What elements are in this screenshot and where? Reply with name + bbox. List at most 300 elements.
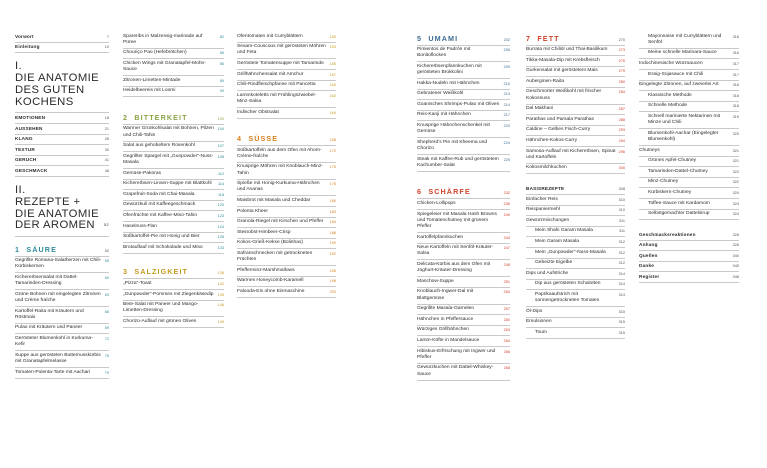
entry-title: Ofentomaten mit Curryblättern [237,33,303,39]
toc-column-4 [417,32,510,381]
recipe-entry[interactable] [417,111,510,122]
entry-title: BASISREZEPTE [526,186,565,192]
entry-page: 248 [503,262,510,267]
recipe-entry[interactable] [417,90,510,101]
recipe-entry[interactable] [417,62,510,79]
entry-title: Gebratener Weißkohl [417,91,464,97]
entry-page: 89 [219,78,224,83]
recipe-entry[interactable] [123,211,224,222]
entry-page: 82 [219,34,224,39]
entry-title: KLANG [15,136,33,142]
recipe-entry[interactable] [417,79,510,90]
entry-title: EMOTIONEN [15,114,46,120]
entry-title: Sesam-Couscous mit gerösteten Möhren und Feta [237,44,326,56]
recipe-entry[interactable] [526,136,625,147]
entry-page: 276 [618,58,625,63]
toc-entry-topic[interactable] [15,166,109,177]
entry-page: 162 [329,93,336,98]
basis-entry[interactable] [526,195,625,206]
recipe-entry[interactable] [526,115,625,126]
entry-title: Tikka-Masala-Dip mit Krebsfleisch [526,57,600,63]
basis-entry[interactable] [526,206,625,217]
entry-page: 288 [618,117,625,122]
toc-entry-topic[interactable] [15,135,109,146]
part-title-line: DIE ANATOMIE [15,71,100,84]
basis-sub-entry[interactable] [639,129,739,146]
entry-title: Goanisches Shrimps-Pulao mit Oliven [417,101,500,107]
basis-entry[interactable] [639,59,739,70]
basis-sub-entry[interactable] [639,91,739,102]
recipe-entry[interactable] [237,43,336,60]
entry-title: Zitronen-Limetten-Mintade [123,77,181,83]
entry-title: Essig-Sojasauce mit Chili [648,71,704,77]
toc-entry-geschmacksreaktionen[interactable] [639,230,739,241]
recipe-entry[interactable] [526,88,625,105]
basis-sub-entry[interactable] [526,259,625,270]
entry-page: 30 [104,147,109,152]
entry-page: 192 [329,252,336,257]
recipe-entry[interactable] [237,163,336,180]
entry-page: 107 [217,144,224,149]
entry-title: Knoblauch-Ingwer-Dal mit Blattgemüse [417,289,474,301]
entry-title: Mein Garam Masala [535,239,580,244]
recipe-list-salzigkeit [123,279,224,328]
recipe-entry[interactable] [123,180,224,191]
entry-title: „Pizza“-Toast [123,280,152,286]
entry-title: Chorizo-Auflauf mit grünen Oliven [123,318,197,324]
basis-sub-entry[interactable] [639,178,739,189]
entry-page: 326 [732,232,739,237]
toc-entry-topic[interactable] [15,145,109,156]
chapter-number: 7 [526,33,532,43]
entry-page: 284 [618,90,625,95]
entry-page: 41 [104,158,109,163]
entry-title: Chouriço Pao (Hefebrötchen) [123,50,187,56]
entry-page: 316 [732,51,739,56]
recipe-entry[interactable] [526,56,625,67]
entry-page: 324 [732,212,739,217]
entry-page: 145 [217,292,224,297]
entry-page: 138 [217,271,224,276]
entry-title: Neue Kartoffeln mit Senföl-Kräuter-Salsa [417,245,494,257]
recipe-entry[interactable] [237,81,336,92]
recipe-entry[interactable] [237,32,336,43]
entry-title: Gewürzkuli mit Kaffeegeschmack [123,202,196,208]
toc-column-3 [237,32,336,298]
basis-entry[interactable] [639,146,739,157]
basis-sub-entry[interactable] [526,290,625,307]
recipe-entry[interactable] [417,277,510,288]
entry-title: Haselnuss-Flan [123,223,157,229]
entry-title: Shepherd’s Pie mit Kheema und Chorizo [417,139,488,152]
recipe-entry[interactable] [15,324,109,335]
entry-page: 172 [329,148,336,153]
recipe-entry[interactable] [15,334,109,351]
entry-title: Kartoffelpfannkuchen [417,234,464,240]
basis-sub-entry[interactable] [639,157,739,168]
basis-sub-entry[interactable] [639,188,739,199]
entry-page: 153 [329,45,336,50]
entry-title: Vorwort [15,33,34,39]
entry-page: 210 [503,81,510,86]
entry-page: 108 [217,154,224,159]
part-title-line: KOCHENS [15,95,74,108]
chapter-title: SCHÄRFE [428,187,471,197]
entry-page: 318 [732,83,739,88]
entry-title: Warmer Grünkohlsalat mit Bohnen, Pilzen und Chili-Tahin [123,126,214,138]
chapter-umami[interactable] [417,32,510,46]
recipe-entry[interactable] [15,307,109,324]
chapter-bitterkeit[interactable] [123,111,224,125]
recipe-entry[interactable] [123,290,224,301]
recipe-entry[interactable] [237,249,336,266]
entry-title: Gewürzmischungen [526,217,570,223]
entry-page: 263 [503,328,510,333]
entry-title: Steak mit Kaffee-Rub und geröstetem Kachumber-Salat [417,156,499,168]
recipe-entry[interactable] [237,207,336,218]
basis-sub-entry[interactable] [639,49,739,60]
toc-entry-topic[interactable] [15,124,109,135]
recipe-entry[interactable] [123,142,224,153]
recipe-entry[interactable] [123,233,224,244]
chapter-saeure[interactable] [15,243,109,257]
recipe-entry[interactable] [123,76,224,87]
entry-page: 146 [217,303,224,308]
entry-title: Kichererbsensalat mit Dattel-Tamarinden-Dressing [15,275,78,287]
entry-page: 90 [219,89,224,94]
recipe-entry[interactable] [526,77,625,88]
entry-page: 200 [329,290,336,294]
entry-page: 310 [618,208,625,213]
entry-title: Gemüse-Pakoras [123,170,162,176]
entry-page: 280 [618,79,625,84]
recipe-entry[interactable] [15,273,109,290]
recipe-entry[interactable] [526,105,625,116]
recipe-entry[interactable] [417,288,510,305]
recipe-entry[interactable] [123,169,224,180]
basis-sub-entry[interactable] [639,32,739,49]
entry-title: Warmes Honeycomb-Karamell [237,278,304,284]
toc-entry-topic[interactable] [15,113,109,124]
entry-title: Schnelle Methode [648,103,688,109]
recipe-entry[interactable] [15,257,109,274]
entry-title: TEXTUR [15,146,35,152]
entry-title: Auberginen-Raita [526,78,565,84]
part-title-line: DER AROMEN [15,219,95,232]
recipe-entry[interactable] [15,351,109,368]
recipe-entry[interactable] [417,46,510,63]
recipe-entry[interactable] [123,59,224,76]
recipe-entry[interactable] [417,364,510,381]
basis-sub-entry[interactable] [526,280,625,291]
basis-entry[interactable] [639,81,739,92]
recipe-entry[interactable] [237,277,336,288]
recipe-entry[interactable] [123,49,224,60]
recipe-entry[interactable] [417,100,510,111]
entry-title: Gegrillte Romana-Salatherzen mit Chili-Kürbiskernen [15,258,102,270]
toc-entry-topic[interactable] [15,156,109,167]
toc-entry-einleitung[interactable] [15,43,109,54]
recipe-entry[interactable] [417,315,510,326]
recipe-entry[interactable] [123,125,224,142]
basis-sub-entry[interactable] [639,102,739,113]
entry-title: GERUCH [15,157,37,163]
entry-page: 183 [329,209,336,214]
entry-page: 345 [732,264,739,269]
recipe-entry[interactable] [15,290,109,307]
chapter-title: SÜSSE [248,134,279,144]
entry-title: Delicata-Kürbis aus dem Ofen mit Joghurt-Kräuter-Dressing [417,261,491,274]
entry-page: 300 [618,166,625,171]
recipe-entry[interactable] [123,190,224,201]
entry-page: 133 [217,245,224,250]
chapter-number: 4 [237,134,243,144]
basis-entry[interactable] [526,269,625,280]
recipe-entry[interactable] [526,67,625,78]
recipe-entry[interactable] [123,32,224,49]
recipe-entry[interactable] [237,196,336,207]
entry-title: Emulsionen [526,319,552,325]
basis-list-cont [639,32,739,220]
entry-page: 85 [219,51,224,56]
entry-page: 229 [503,157,510,162]
entry-title: Kichererbsenpfannkuchen mit gerösteten Brokkolini [417,63,482,76]
entry-page: 257 [503,307,510,312]
recipe-entry[interactable] [417,138,510,155]
entry-title: Danke [639,263,655,269]
chapter-salzigkeit[interactable] [123,266,224,280]
recipe-entry[interactable] [237,239,336,250]
toc-column-1 [15,32,109,379]
basis-sub-entry[interactable] [639,210,739,221]
basis-sub-entry[interactable] [639,199,739,210]
recipe-entry[interactable] [237,108,336,119]
recipe-entry[interactable] [123,152,224,169]
entry-page: 318 [732,104,739,109]
entry-title: Mayonnaise mit Curryblättern und Senföl [648,33,722,45]
entry-title: Grapefruit-Soda mit Chai-Masala [123,191,195,197]
entry-page: 176 [329,182,336,187]
entry-page: 312 [618,240,625,244]
entry-page: 322 [732,180,739,185]
entry-page: 315 [618,309,625,314]
entry-page: 66 [104,309,109,314]
chapter-number: 1 [15,244,21,254]
chapter-title: UMAMI [428,33,459,43]
recipe-list-schaerfe [417,199,510,380]
recipe-entry[interactable] [237,70,336,81]
entry-page: 310 [618,197,625,202]
toc-column-6 [639,32,739,283]
entry-page: 168 [329,138,336,143]
entry-title: Pulao mit Kräutern und Paneer [15,325,83,331]
chapter-suesse[interactable] [237,133,336,147]
entry-page: 198 [329,279,336,284]
toc-entry-quellen[interactable] [639,251,739,262]
basis-sub-entry[interactable] [639,70,739,81]
recipe-entry[interactable] [237,218,336,229]
recipe-entry[interactable] [417,233,510,244]
entry-title: Gewürzkuchen mit Dattel-Whiskey-Sauce [417,365,494,377]
entry-title: Samosa-Auflauf mit Kichererbsen, Spinat und Kartoffeln [526,148,616,160]
entry-title: Bete-Salat mit Paneer und Mango-Limetten-Dressing [123,302,199,314]
entry-title: „Gunpowder“-Pommes mit Ziegenkäsedip [123,291,214,297]
entry-page: 312 [618,250,625,255]
entry-title: Gurkensalat mit geröstetem Mais [526,68,598,74]
entry-title: Chili-Rindfleischpfanne mit Pancetta [237,82,316,88]
entry-title: Steinobst-Himbeer-Crisp [237,229,291,235]
entry-page: 202 [503,37,510,42]
entry-page: 21 [104,126,109,131]
entry-title: Würziges Grillhähnchen [417,327,469,333]
toc-entry-vorwort[interactable] [15,32,109,43]
recipe-entry[interactable] [526,46,625,57]
chapter-title: BITTERKEIT [134,112,188,122]
part-title-line: REZEPTE + [15,195,81,208]
entry-page: 311 [618,218,625,223]
entry-page: 314 [618,292,625,297]
chapter-fett[interactable] [526,32,625,46]
entry-title: Öl-Dips [526,308,543,314]
recipe-entry[interactable] [417,199,510,210]
entry-title: Ofenfrüchte mit Kaffee-Miso-Tahin [123,213,198,219]
entry-title: Hakka-Nudeln mit Hähnchen [417,80,480,86]
entry-page: 206 [503,48,510,53]
entry-page: 150 [329,34,336,39]
recipe-entry[interactable] [417,210,510,233]
entry-page: 48 [104,168,109,173]
entry-page: 324 [732,201,739,206]
recipe-entry[interactable] [237,287,336,298]
section-basisrezepte[interactable] [526,184,625,195]
toc-entry-register[interactable] [639,272,739,283]
entry-title: Reispaniermehl [526,207,560,213]
basis-entry[interactable] [526,307,625,318]
entry-page: 260 [503,317,510,322]
recipe-entry[interactable] [123,87,224,98]
entry-page: 251 [503,279,510,284]
recipe-entry[interactable] [417,326,510,337]
entry-title: Kürbiskern-Chutney [648,189,692,195]
entry-title: Toum [535,329,547,335]
basis-sub-entry[interactable] [639,167,739,178]
entry-title: Blumenkohl-Aachar (Eingelegter Blumenkohl) [648,130,719,142]
entry-page: 213 [503,92,510,97]
entry-title: Kichererbsen-Linsen-Suppe mit Blattkohl [123,181,212,187]
entry-title: Selbstgemachter Dattelsirup [648,211,710,217]
recipe-entry[interactable] [123,317,224,328]
recipe-list-salzigkeit-cont [237,32,336,119]
recipe-entry[interactable] [237,59,336,70]
entry-title: Parathas und Parsala Parathas [526,116,594,122]
entry-page: 244 [503,235,510,240]
entry-page: 266 [503,349,510,354]
entry-page: 232 [503,191,510,196]
entry-title: Dal Makhani [526,106,554,112]
recipe-entry[interactable] [417,336,510,347]
entry-title: Gegrillte Masala-Garnelen [417,306,475,312]
recipe-entry[interactable] [123,279,224,290]
recipe-entry[interactable] [237,146,336,163]
recipe-entry[interactable] [526,164,625,175]
entry-page: 287 [618,107,625,112]
toc-entry-danke[interactable] [639,262,739,273]
basis-sub-entry[interactable] [526,328,625,339]
entry-page: 214 [503,102,510,107]
recipe-entry[interactable] [237,91,336,108]
recipe-entry[interactable] [123,222,224,233]
entry-title: Indischer Obstsalat [237,109,279,115]
entry-title: Spiegeleier mit Masala Hash Browns und Tomatenchutney mit grünem Pfeffer [417,211,497,229]
entry-title: Toffee-Sauce mit Kardamom [648,200,710,206]
entry-page: 164 [329,110,336,115]
entry-page: 196 [329,268,336,273]
entry-title: Brotauflauf mit Schokolade und Miso [123,244,203,250]
recipe-entry[interactable] [417,155,510,172]
entry-title: Mein „Gunpowder“-Nuss-Masala [535,249,606,255]
entry-title: Grillhähnchensalat mit Amchur [237,71,304,77]
recipe-entry[interactable] [123,301,224,318]
entry-title: Knusprige Hähnchenschenkel mit Gemüse [417,123,490,135]
recipe-entry[interactable] [417,347,510,364]
toc-entry-anhang[interactable] [639,241,739,252]
chapter-title: FETT [537,33,560,43]
recipe-entry[interactable] [123,201,224,212]
entry-page: 114 [217,182,224,187]
recipe-entry[interactable] [417,260,510,277]
basis-list [526,195,625,339]
entry-page: 273 [618,48,625,53]
recipe-entry[interactable] [237,228,336,239]
basis-entry[interactable] [526,318,625,329]
entry-page: 320 [732,131,739,136]
basis-entry[interactable] [526,216,625,227]
basis-sub-entry[interactable] [526,237,625,248]
recipe-entry[interactable] [526,126,625,137]
entry-page: 308 [618,187,625,192]
entry-page: 86 [219,61,224,66]
entry-title: Geröstete Tomatensuppe mit Tamarinde [237,60,324,66]
entry-title: Gerösteter Blumenkohl in Kurkuma-Kefir [15,336,93,348]
entry-title: Klassische Methode [648,92,692,98]
recipe-entry[interactable] [123,243,224,254]
entry-page: 317 [732,72,739,77]
recipe-entry[interactable] [237,180,336,197]
recipe-entry[interactable] [15,368,109,379]
chapter-schaerfe[interactable] [417,186,510,200]
part-title-line: DES GUTEN [15,83,85,96]
recipe-entry[interactable] [417,244,510,261]
recipe-list-bitterkeit [123,125,224,254]
entry-page: 317 [732,61,739,66]
entry-page: 296 [618,149,625,154]
basis-sub-entry[interactable] [526,248,625,259]
basis-sub-entry[interactable] [639,112,739,129]
entry-title: Register [639,274,660,280]
entry-title: Geschmacksreaktionen [639,231,696,237]
recipe-entry[interactable] [417,121,510,138]
recipe-entry[interactable] [526,147,625,164]
recipe-entry[interactable] [237,266,336,277]
entry-title: AUSSEHEN [15,125,43,131]
entry-title: Geschmorter Weißkohl mit frischer Kokosnuss [526,89,602,101]
entry-page: 118 [217,192,224,197]
recipe-entry[interactable] [417,305,510,316]
entry-page: 315 [618,320,625,325]
basis-sub-entry[interactable] [526,227,625,238]
entry-title: Falooda-Eis ohne Eismaschine [237,289,305,294]
entry-title: Reis-Kanji mit Hähnchen [417,112,471,118]
